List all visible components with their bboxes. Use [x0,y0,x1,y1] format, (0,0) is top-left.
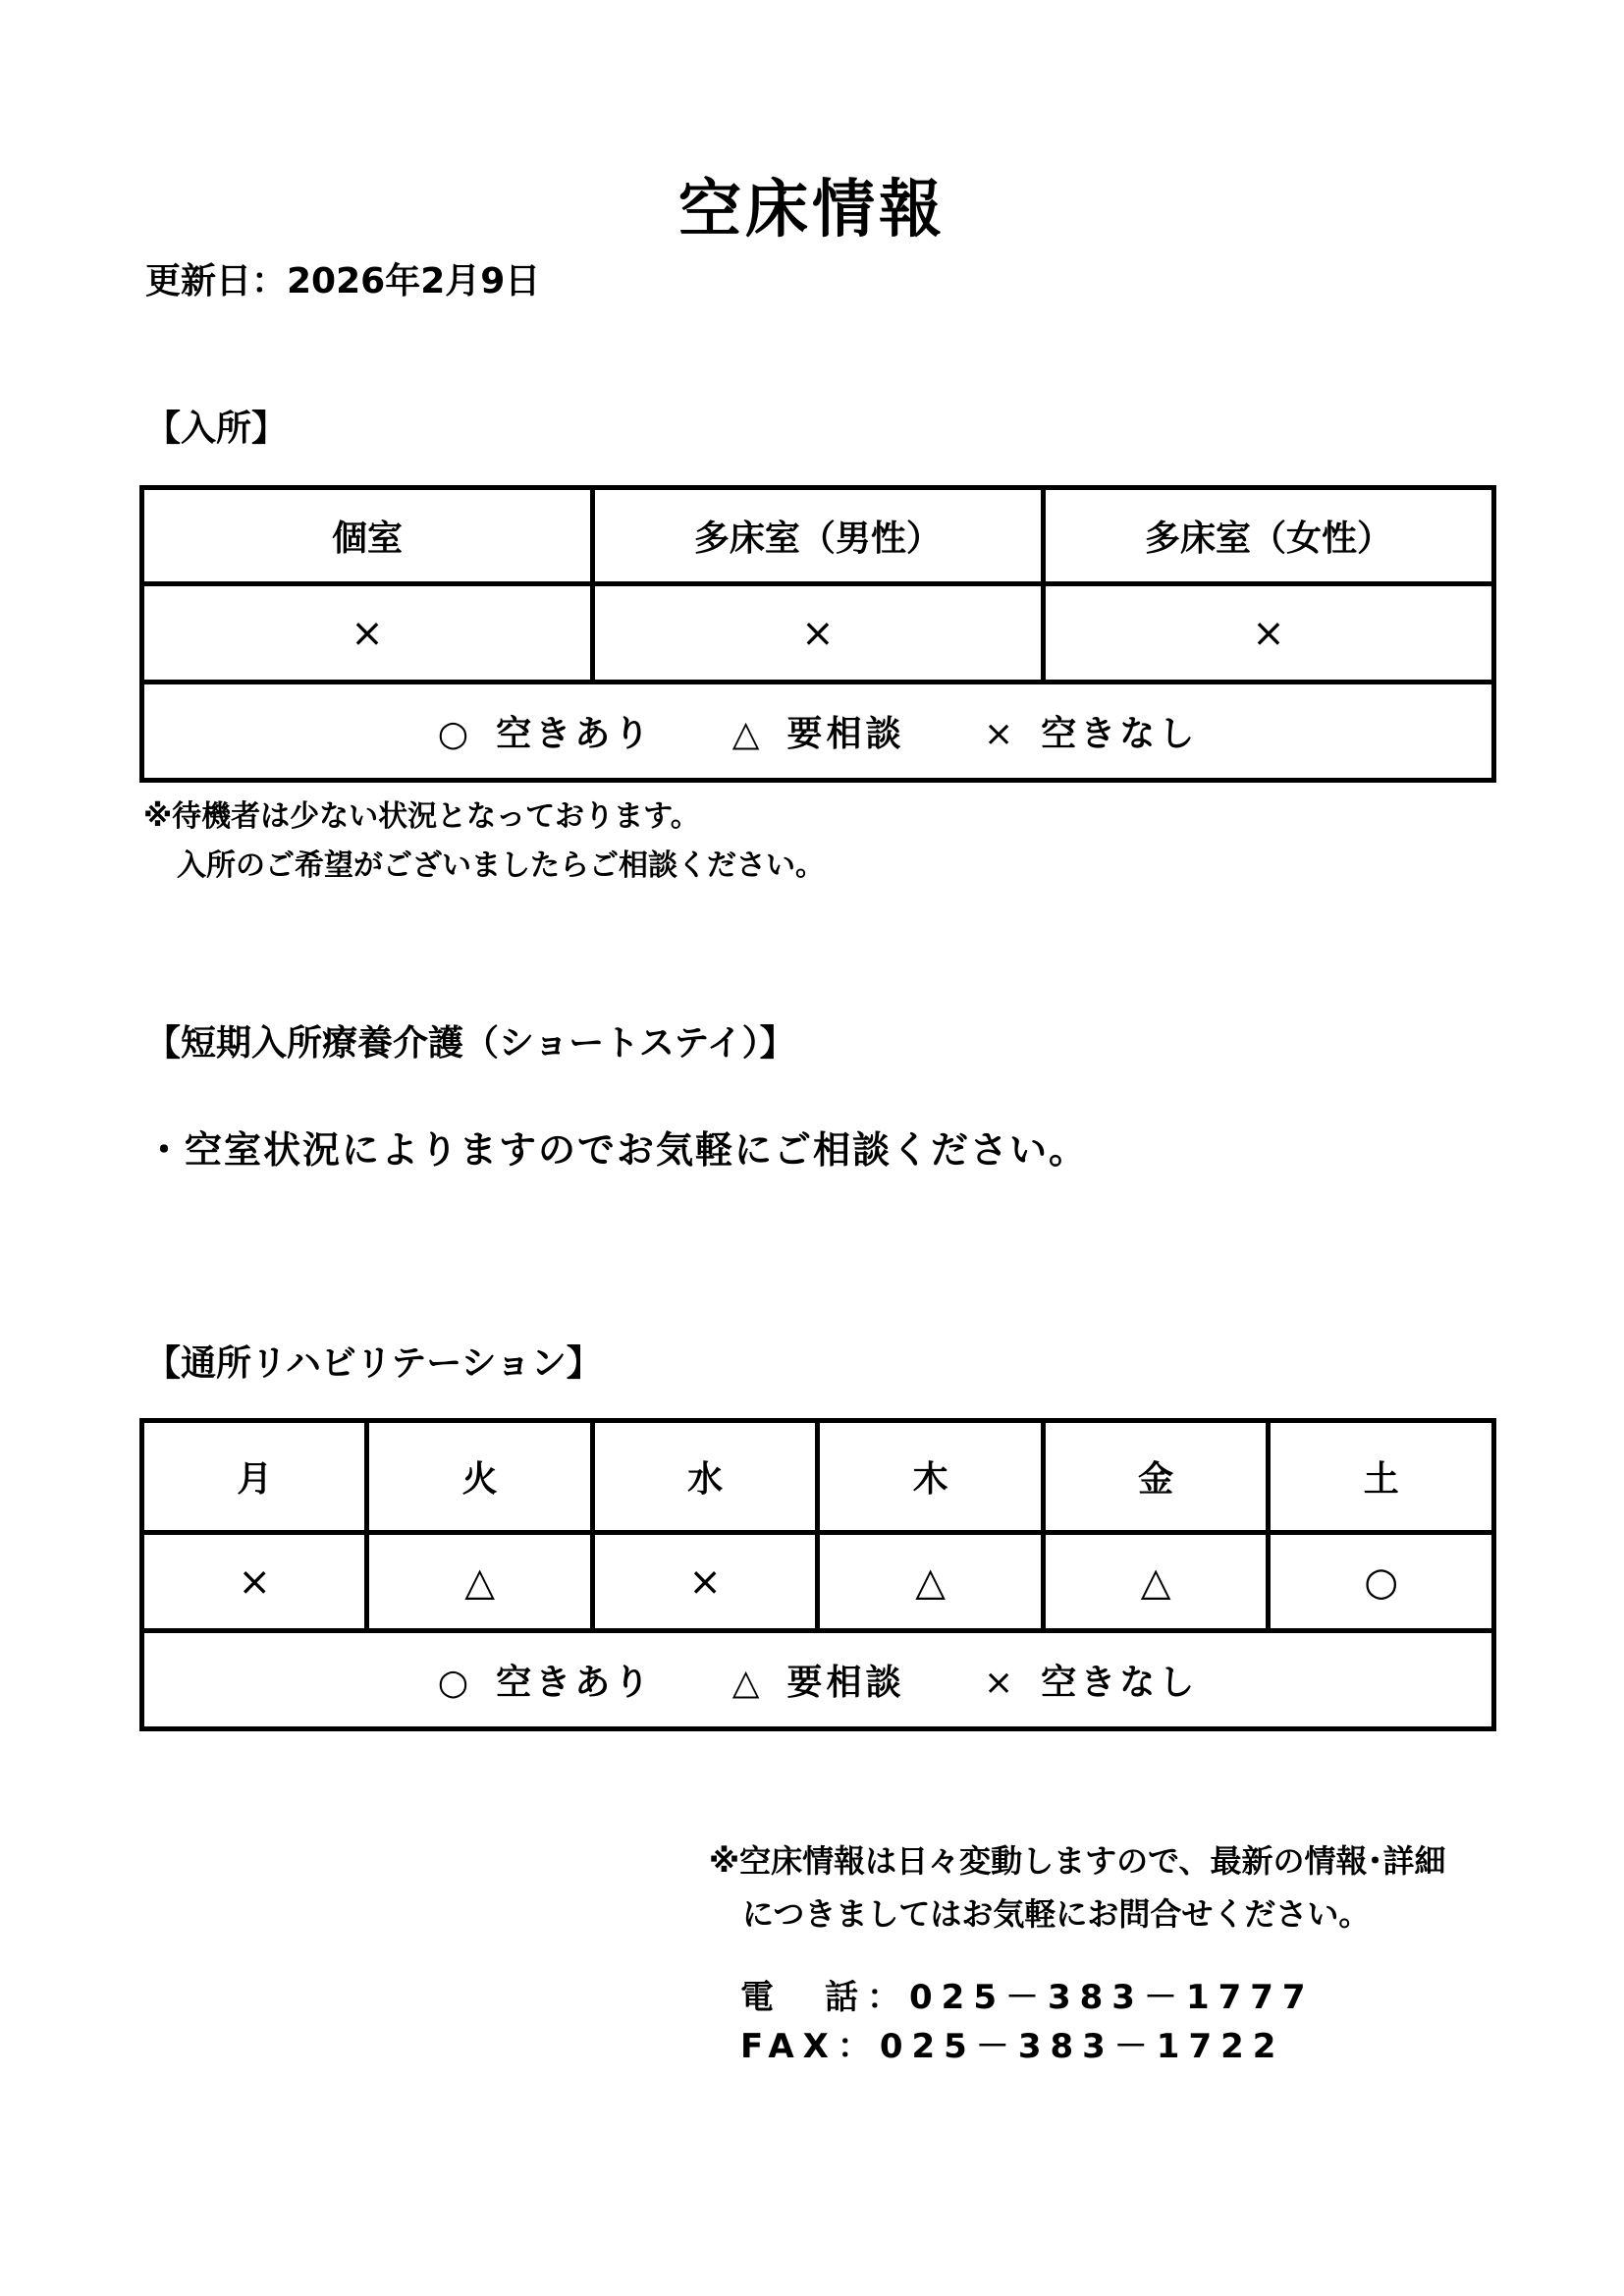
daycare-legend [142,1631,1494,1729]
admission-note-line1: ※待機者は少ない状況となっております。 [143,799,700,834]
day-header-mon: 月 [142,1421,367,1533]
update-date: 更新日：2026年2月9日 [145,261,541,301]
daycare-table [139,1418,1496,1731]
legend-consult: △ 要相談 [731,1663,905,1703]
day-value-tue: △ [367,1533,592,1631]
shortstay-bullet: ・空室状況によりますのでお気軽にご相談ください。 [145,1128,1089,1172]
admission-table [139,485,1496,783]
legend-available: ○ 空きあり [437,1663,654,1703]
day-header-thu: 木 [818,1421,1044,1533]
contact-note-line1: ※空床情報は日々変動しますので、最新の情報･詳細 [709,1842,1446,1880]
admission-legend [142,683,1494,781]
daycare-heading: 【通所リハビリテーション】 [145,1343,602,1384]
admission-heading: 【入所】 [145,409,288,449]
day-header-sat: 土 [1269,1421,1494,1533]
contact-tel: 電 話：025－383－1777 [740,1978,1315,2017]
admission-note-line2: 入所のご希望がございましたらご相談ください。 [177,848,825,883]
day-header-fri: 金 [1043,1421,1269,1533]
contact-note-line2: につきましてはお気軽にお問合せください。 [742,1895,1371,1933]
day-value-fri: △ [1043,1533,1269,1631]
legend-full: × 空きなし [984,1663,1199,1703]
admission-value-private: × [142,584,593,683]
admission-header-shared-male: 多床室（男性） [592,488,1043,584]
shortstay-heading: 【短期入所療養介護（ショートステイ）】 [145,1023,795,1064]
legend-full: × 空きなし [984,714,1199,754]
day-value-thu: △ [818,1533,1044,1631]
page-title: 空床情報 [678,174,946,246]
admission-header-shared-female: 多床室（女性） [1043,488,1493,584]
admission-header-private: 個室 [142,488,593,584]
day-header-wed: 水 [592,1421,818,1533]
admission-value-shared-female: × [1043,584,1493,683]
admission-value-shared-male: × [592,584,1043,683]
contact-fax: FAX：025－383－1722 [740,2027,1285,2066]
day-value-sat: ○ [1269,1533,1494,1631]
day-header-tue: 火 [367,1421,592,1533]
legend-available: ○ 空きあり [437,714,654,754]
legend-consult: △ 要相談 [731,714,905,754]
day-value-mon: × [142,1533,367,1631]
day-value-wed: × [592,1533,818,1631]
